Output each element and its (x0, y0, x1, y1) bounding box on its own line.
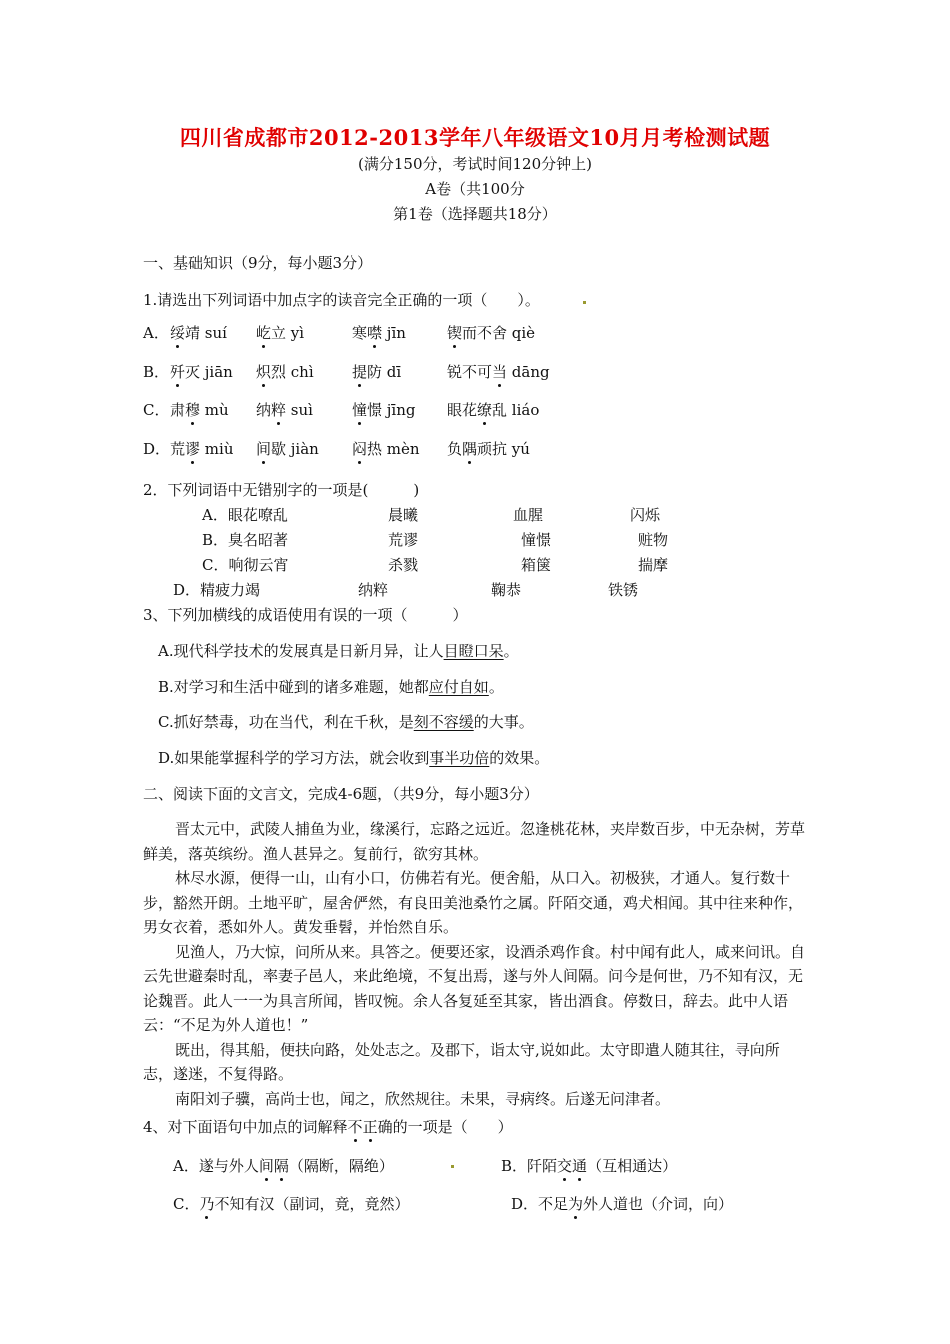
option-b: B.对学习和生活中碰到的诸多难题，她都应付自如。 (158, 678, 504, 696)
dotted-char: 噤 (367, 324, 383, 342)
classical-passage (143, 817, 805, 1111)
underlined-idiom: 目瞪口呆 (443, 642, 504, 660)
dotted-char: 交 (557, 1157, 573, 1175)
pinyin-item: 锐不可当 dāng (447, 363, 550, 381)
dotted-char: 粹 (271, 401, 287, 419)
dotted-char: 间 (258, 1157, 274, 1175)
dotted-char: 歼 (170, 363, 186, 381)
passage-paragraph: 既出，得其船，便扶向路，处处志之。及郡下，诣太守,说如此。太守即遣人随其往，寻向所志，遂迷，不复得路。 (143, 1040, 780, 1083)
word: 纳粹 (358, 581, 389, 599)
option-label: C． (143, 401, 170, 419)
dotted-char: 间 (256, 440, 272, 458)
option-b: B．臭名昭著 (202, 531, 289, 549)
dotted-char: 屹 (256, 324, 272, 342)
dotted-char: 憧 (352, 401, 368, 419)
word: 晨曦 (388, 506, 419, 524)
pinyin-item: 歼灭 jiān (170, 363, 233, 381)
underlined-idiom: 刻不容缓 (413, 713, 474, 731)
word: 荒谬 (388, 531, 419, 549)
word: 杀戮 (388, 556, 419, 574)
page-title: 四川省成都市2012-2013学年八年级语文10月月考检测试题 (179, 125, 771, 150)
dotted-char: 隅 (462, 440, 478, 458)
option-a: A．眼花嘹乱 (202, 506, 288, 524)
pinyin-item: 锲而不舍 qiè (447, 324, 536, 342)
scan-speck (451, 1165, 454, 1168)
dotted-char: 闷 (352, 440, 368, 458)
word: 闪烁 (630, 506, 661, 524)
dotted-char: 锲 (447, 324, 463, 342)
section-2-heading: 二、阅读下面的文言文，完成4-6题，（共9分，每小题3分） (143, 785, 539, 803)
underlined-idiom: 事半功倍 (429, 749, 490, 767)
volume-1-label: 第1卷（选择题共18分） (393, 205, 557, 223)
section-1-heading: 一、基础知识（9分，每小题3分） (143, 254, 373, 272)
dotted-char: 穆 (185, 401, 201, 419)
passage-paragraph: 晋太元中，武陵人捕鱼为业，缘溪行，忘路之远近。忽逢桃花林，夹岸数百步，中无杂树，芳草鲜美，落英缤纷。渔人甚异之。复前行，欲穷其林。 (143, 820, 806, 863)
dotted-char: 不 (347, 1118, 363, 1136)
word: 铁锈 (608, 581, 639, 599)
pinyin-item: 肃穆 mù (170, 401, 229, 419)
dotted-char: 当 (492, 363, 508, 381)
passage-paragraph: 林尽水源，便得一山，山有小口，仿佛若有光。便舍船，从口入。初极狭，才通人。复行数十步，豁然开朗。土地平旷，屋舍俨然，有良田美池桑竹之属。阡陌交通，鸡犬相闻。其中往来种作，男女衣着，悉如外人。黄发垂髫，并怡然自乐。 (143, 869, 804, 936)
passage-paragraph: 见渔人，乃大惊，问所从来。具答之。便要还家，设酒杀鸡作食。村中闻有此人，咸来问讯。自云先世避秦时乱，率妻子邑人，来此绝境，不复出焉，遂与外人间隔。问今是何世，乃不知有汉，无论魏晋。此人一一为具言所闻，皆叹惋。余人各复延至其家，皆出酒食。停数日，辞去。此中人语云：“不足为外人道也！” (143, 942, 806, 1034)
option-d: D．精疲力竭 (173, 581, 261, 599)
option-label: B． (143, 363, 170, 381)
underlined-idiom: 应付自如 (428, 678, 489, 696)
word: 鞠恭 (491, 581, 522, 599)
scan-speck (583, 301, 586, 304)
pinyin-item: 间歇 jiàn (256, 440, 319, 458)
option-label: A． (143, 324, 169, 342)
pinyin-item: 眼花缭乱 liáo (447, 401, 540, 419)
pinyin-item: 纳粹 suì (256, 401, 313, 419)
option-c: C．响彻云宵 (202, 556, 289, 574)
dotted-char: 提 (352, 363, 368, 381)
pinyin-item: 绥靖 suí (170, 324, 227, 342)
pinyin-item: 荒谬 miù (170, 440, 234, 458)
pinyin-item: 寒噤 jīn (352, 324, 406, 342)
word: 憧憬 (521, 531, 552, 549)
word: 血腥 (513, 506, 544, 524)
pinyin-item: 憧憬 jīng (352, 401, 416, 419)
word: 赃物 (638, 531, 669, 549)
score-time-note: (满分150分，考试时间120分钟上) (358, 155, 592, 173)
option-b: B．阡陌交通（互相通达） (501, 1157, 678, 1175)
dotted-char: 谬 (185, 440, 201, 458)
pinyin-item: 负隅顽抗 yú (447, 440, 530, 458)
question-2-stem: 2．下列词语中无错别字的一项是( ) (143, 481, 420, 499)
dotted-char: 为 (568, 1195, 584, 1213)
dotted-char: 炽 (256, 363, 272, 381)
question-4-stem: 4、对下面语句中加点的词解释不正确的一项是（ ） (143, 1118, 513, 1136)
question-1-stem: 1.请选出下列词语中加点字的读音完全正确的一项（ ）。 (143, 291, 540, 309)
option-a: A.现代科学技术的发展真是日新月异，让人目瞪口呆。 (158, 642, 519, 660)
option-d: D．不足为外人道也（介词，向） (511, 1195, 734, 1213)
dotted-char: 绥 (170, 324, 186, 342)
dotted-char: 缭 (477, 401, 493, 419)
question-3-stem: 3、下列加横线的成语使用有误的一项（ ） (143, 606, 468, 624)
dotted-char: 隔 (273, 1157, 289, 1175)
option-label: D． (143, 440, 171, 458)
passage-paragraph: 南阳刘子骥，高尚士也，闻之，欣然规往。未果，寻病终。后遂无问津者。 (175, 1089, 671, 1108)
option-d: D.如果能掌握科学的学习方法，就会收到事半功倍的效果。 (158, 749, 550, 767)
pinyin-item: 炽烈 chì (256, 363, 314, 381)
word: 揣摩 (638, 556, 669, 574)
pinyin-item: 提防 dī (352, 363, 402, 381)
option-c: C.抓好禁毒，功在当代，利在千秋，是刻不容缓的大事。 (158, 713, 534, 731)
option-c: C．乃不知有汉（副词，竟，竟然） (173, 1195, 410, 1213)
volume-a-label: A卷（共100分 (425, 180, 525, 198)
option-a: A．遂与外人间隔（隔断，隔绝） (173, 1157, 394, 1175)
word: 箱箧 (521, 556, 552, 574)
pinyin-item: 屹立 yì (256, 324, 305, 342)
dotted-char: 通 (572, 1157, 588, 1175)
dotted-char: 正 (362, 1118, 378, 1136)
dotted-char: 乃 (199, 1195, 215, 1213)
pinyin-item: 闷热 mèn (352, 440, 420, 458)
